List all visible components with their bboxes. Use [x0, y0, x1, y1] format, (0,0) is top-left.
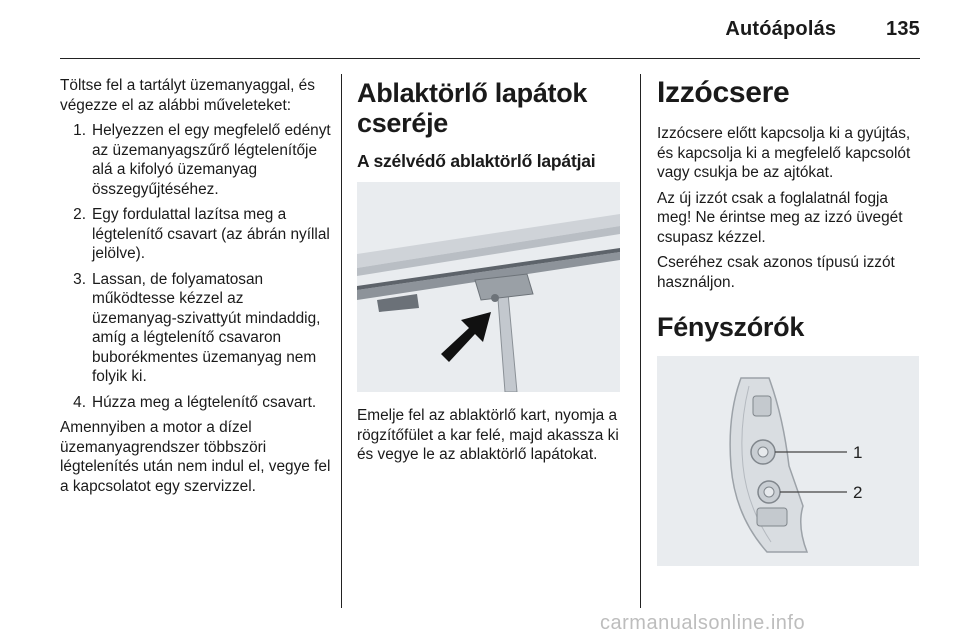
- bulb-paragraph: Az új izzót csak a foglalatnál fogja meg! Ne érintse meg az izzó üvegét csupasz kézzel.: [657, 189, 903, 246]
- page-header: [725, 18, 920, 41]
- step-number: 4.: [73, 393, 86, 411]
- subheading-headlights: Fényszórók: [657, 312, 805, 342]
- column-wiper-blades: [357, 76, 622, 471]
- headlight-figure: [657, 356, 919, 566]
- step-number: 3.: [73, 270, 86, 288]
- step-text: Húzza meg a légtelenítő csavart.: [92, 393, 317, 411]
- step-number: 2.: [73, 206, 86, 223]
- header-divider: [60, 58, 920, 59]
- bulb-paragraph: Cseréhez csak azonos típusú izzót használjon.: [657, 254, 895, 291]
- intro-text: Töltse fel a tartályt üzemanyaggal, és végezze el az alábbi műveleteket:: [60, 77, 315, 114]
- column-divider-1: [341, 74, 342, 608]
- list-item: [60, 205, 332, 264]
- steps-list: [60, 121, 332, 412]
- wiper-illustration: [357, 182, 620, 392]
- step-text: Helyezzen el egy megfelelő edényt az üzemanyagszűrő légtelenítője alá a kifolyó üzemanyag összegyűjtéséhez.: [92, 122, 331, 198]
- subheading-windscreen-wipers: A szélvédő ablaktörlő lapátjai: [357, 151, 596, 171]
- step-text: Egy fordulattal lazítsa meg a légtelenítő csavart (az ábrán nyíllal jelölve).: [92, 206, 330, 262]
- list-item: [60, 393, 332, 413]
- step-text: Lassan, de folyamatosan működtesse kézzel az üzemanyag-szivattyút mindaddig, amíg a légtelenítő csavaron buborékmentes üzemanyag nem folyik ki.: [92, 270, 321, 385]
- wiper-instructions: Emelje fel az ablaktörlő kart, nyomja a rögzítőfület a kar felé, majd akassza ki és vegye le az ablaktörlő lapátokat.: [357, 407, 619, 463]
- column-fuel-bleeding: [60, 76, 332, 502]
- watermark: carmanualsonline.info: [600, 612, 806, 634]
- step-number: 1.: [73, 122, 86, 139]
- section-title: Autóápolás: [725, 18, 837, 40]
- bulb-paragraph: Izzócsere előtt kapcsolja ki a gyújtás, és kapcsolja ki a megfelelő kapcsolót vagy csukja be az ajtókat.: [657, 125, 911, 181]
- list-item: [60, 121, 332, 199]
- callout-label: 2: [853, 483, 863, 502]
- column-bulb-replacement: [657, 76, 921, 566]
- outro-text: Amennyiben a motor a dízel üzemanyagrendszer többszöri légtelenítés után nem indul el, vegye fel a kapcsolatot egy szervizzel.: [60, 419, 331, 495]
- callout-label: 1: [853, 443, 863, 462]
- column-divider-2: [640, 74, 641, 608]
- headlight-illustration: [657, 356, 919, 566]
- section-heading-wipers: Ablaktörlő lapátok cseréje: [357, 78, 588, 138]
- section-heading-bulbs: Izzócsere: [657, 76, 790, 109]
- page-number: 135: [886, 18, 920, 40]
- wiper-figure: [357, 182, 620, 392]
- list-item: [60, 270, 332, 387]
